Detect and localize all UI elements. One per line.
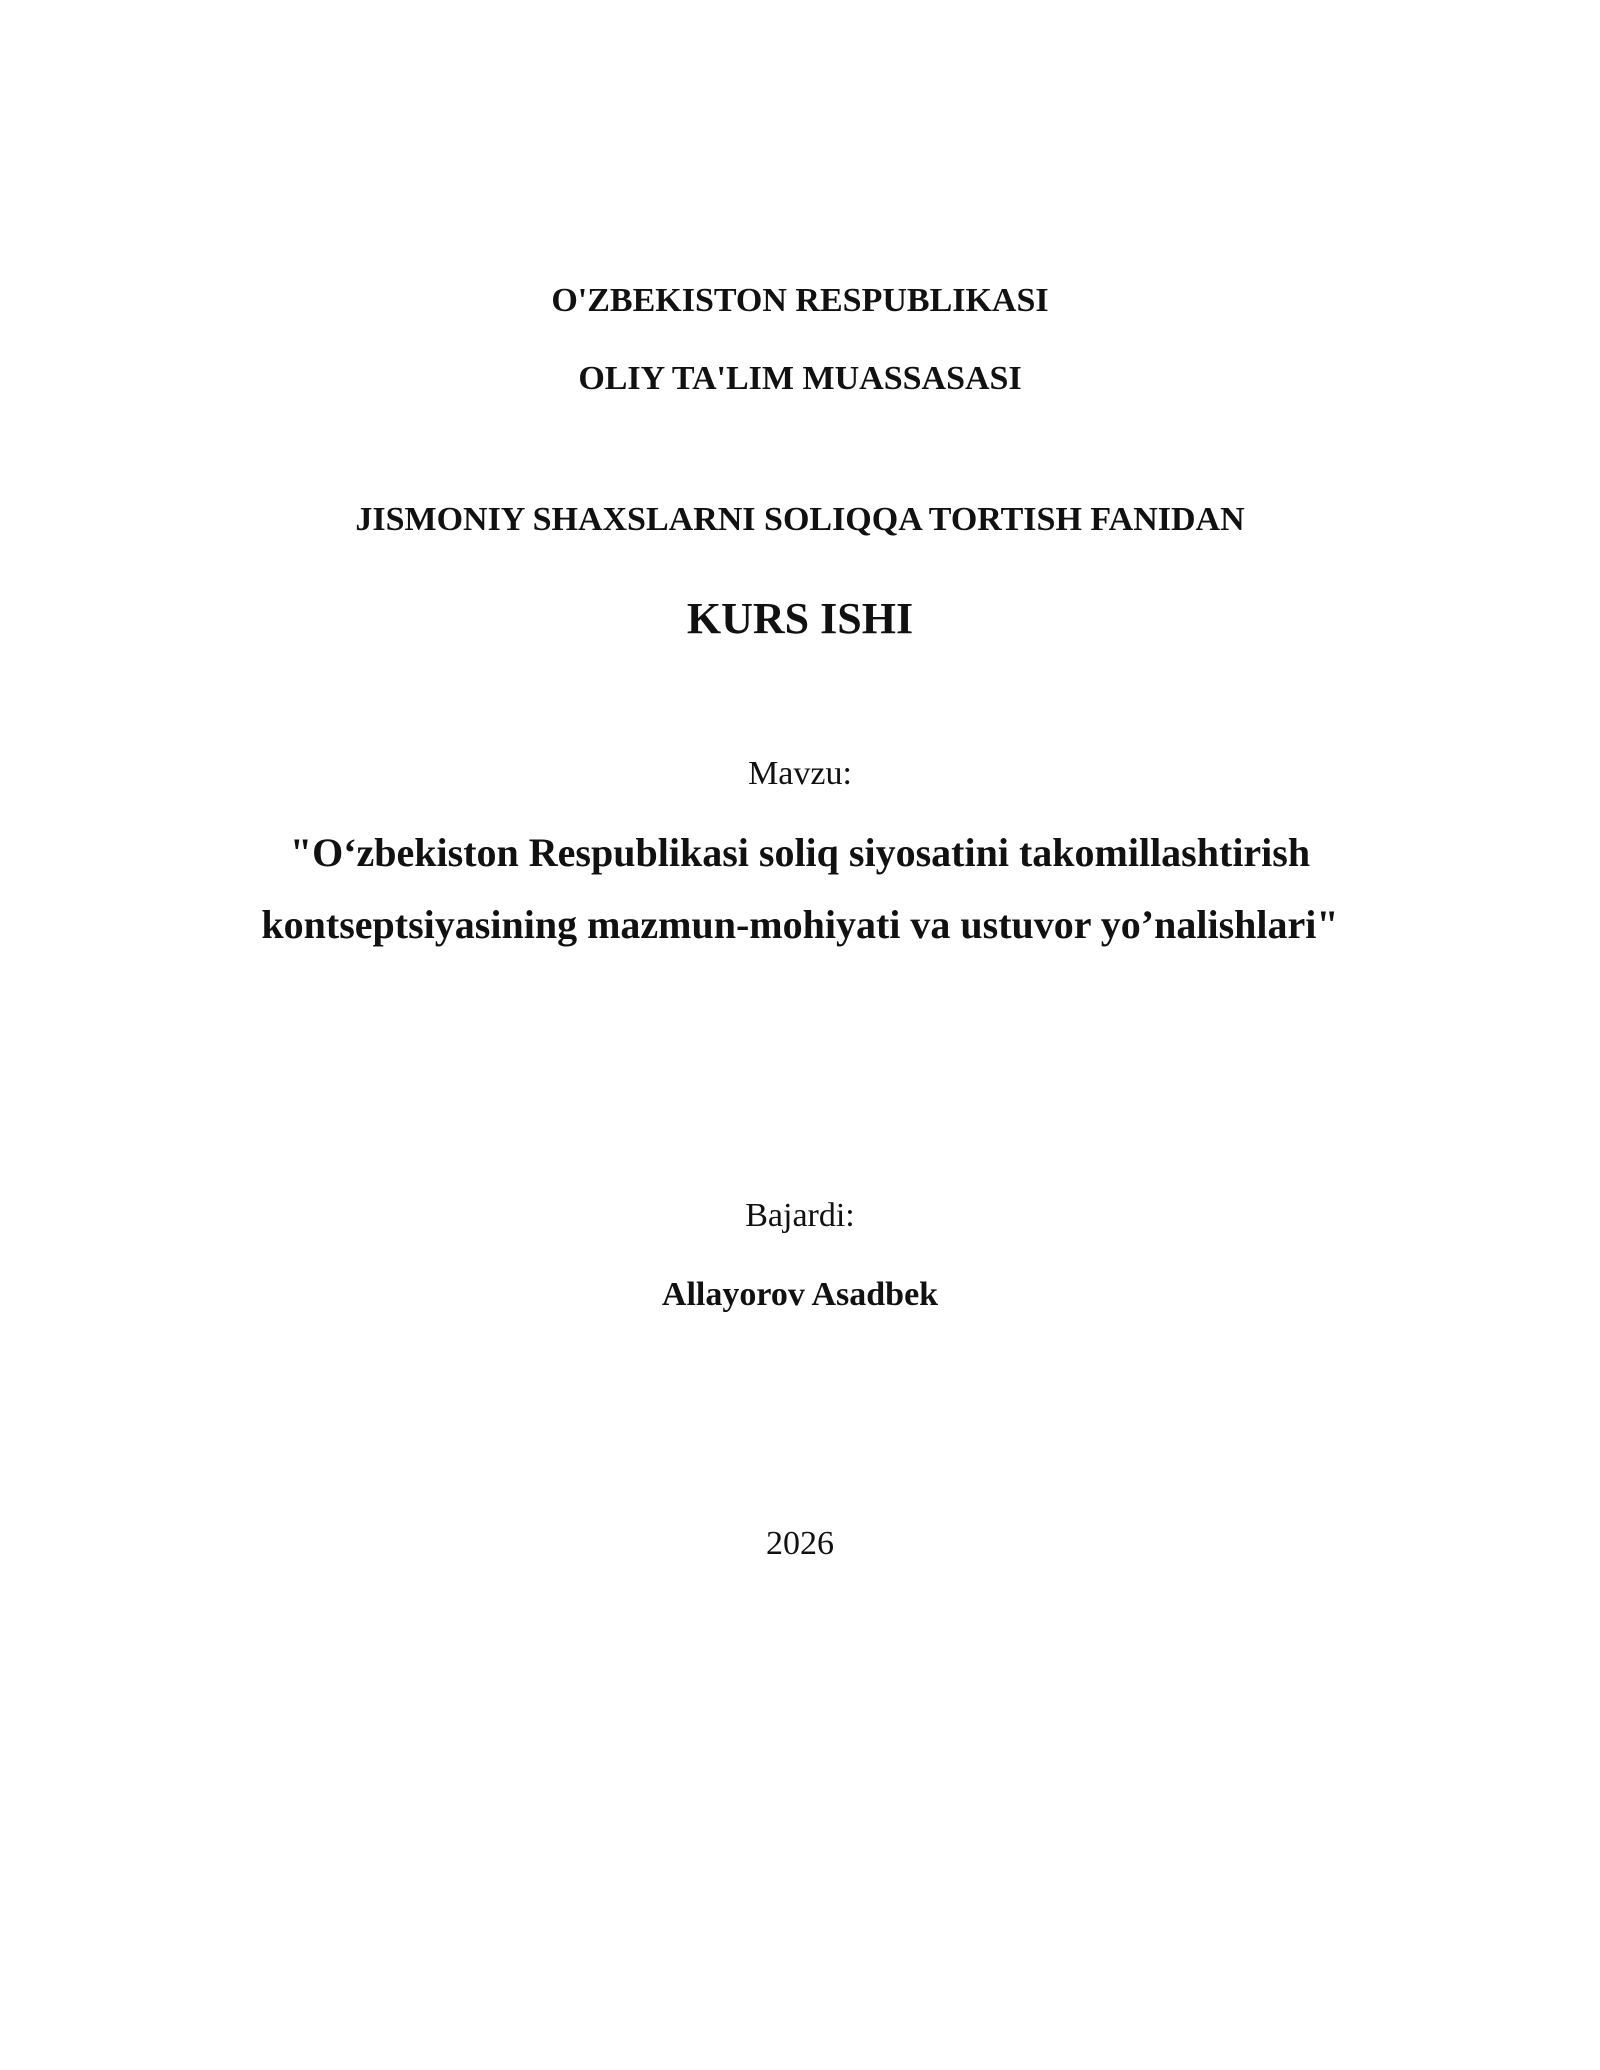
topic-title-line-2: kontseptsiyasining mazmun-mohiyati va ustuvor yo’nalishlari"	[261, 902, 1339, 947]
work-type-title: KURS ISHI	[686, 594, 914, 643]
topic-label: Mavzu:	[748, 755, 852, 792]
author-label: Bajardi:	[745, 1197, 855, 1234]
topic-title-line-1: "O‘zbekiston Respublikasi soliq siyosatini takomillashtirish	[289, 830, 1311, 875]
year: 2026	[766, 1525, 834, 1562]
author-name: Allayorov Asadbek	[661, 1276, 939, 1313]
ministry-heading: O'ZBEKISTON RESPUBLIKASI	[551, 282, 1049, 319]
institution-heading: OLIY TA'LIM MUASSASASI	[578, 360, 1022, 397]
subject-heading: JISMONIY SHAXSLARNI SOLIQQA TORTISH FANIDAN	[355, 501, 1245, 538]
